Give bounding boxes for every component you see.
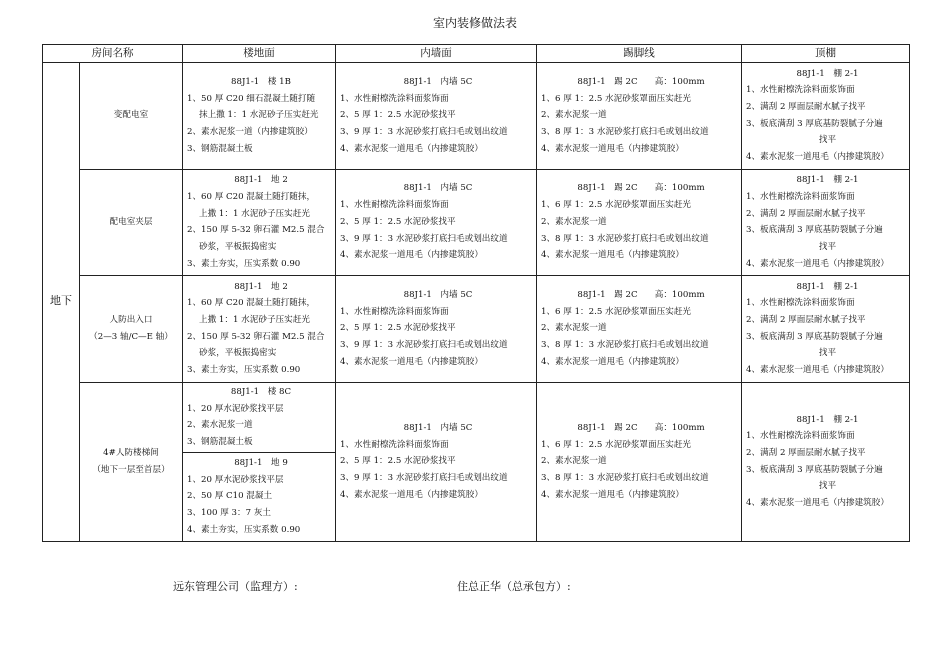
ceiling-cell xyxy=(742,62,910,169)
skirting-line: 88J1-1 踢 2C 高：100mm xyxy=(577,422,705,433)
wall-line: 1、水性耐檫洗涂料面浆饰面 xyxy=(340,93,449,104)
skirting-line: 3、8 厚 1：3 水泥砂浆打底扫毛或划出纹道 xyxy=(541,473,709,484)
skirting-line: 2、素水泥浆一道 xyxy=(541,110,607,121)
ceiling-line: 1、水性耐檫洗涂料面浆饰面 xyxy=(746,431,855,442)
ceiling-line: 4、素水泥浆一道甩毛（内掺建筑胶） xyxy=(746,152,889,163)
wall-line: 1、水性耐檫洗涂料面浆饰面 xyxy=(340,200,449,211)
floor-line: 上撒 1：1 水泥砂子压实赶光 xyxy=(199,315,310,325)
skirting-line: 2、素水泥浆一道 xyxy=(541,216,607,227)
skirting-line: 1、6 厚 1：2.5 水泥砂浆罩面压实赶光 xyxy=(541,306,691,317)
floor-cell-upper xyxy=(183,382,336,452)
floor-line: 88J1-1 地 2 xyxy=(234,175,288,186)
ceiling-line: 88J1-1 棚 2-1 xyxy=(796,175,859,186)
skirting-cell xyxy=(537,169,742,275)
room-name xyxy=(80,382,183,541)
ceiling-line: 2、满刮 2 厚面层耐水腻子找平 xyxy=(746,315,866,325)
ceiling-line: 1、水性耐檫洗涂料面浆饰面 xyxy=(746,298,855,309)
ceiling-line: 1、水性耐檫洗涂料面浆饰面 xyxy=(746,85,855,96)
wall-line: 4、素水泥浆一道甩毛（内掺建筑胶） xyxy=(340,250,483,261)
floor-line: 3、钢筋混凝土板 xyxy=(187,436,253,447)
room-name-line: 4#人防楼梯间 xyxy=(103,448,159,458)
floor-line: 88J1-1 楼 8C xyxy=(230,386,292,397)
floor-line: 88J1-1 楼 1B xyxy=(231,76,291,87)
room-name xyxy=(80,169,183,275)
floor-line: 2、50 厚 C10 混凝土 xyxy=(187,491,273,502)
skirting-line: 88J1-1 踢 2C 高：100mm xyxy=(577,183,705,194)
ceiling-cell xyxy=(742,169,910,275)
wall-line: 3、9 厚 1：3 水泥砂浆打底扫毛或划出纹道 xyxy=(340,233,508,244)
wall-line: 88J1-1 内墙 5C xyxy=(403,183,473,194)
floor-line: 1、60 厚 C20 混凝土随打随抹， xyxy=(187,298,316,309)
floor-line: 砂浆，平板振捣密实 xyxy=(199,241,277,252)
header-room: 房间名称 xyxy=(43,45,183,63)
skirting-line: 1、6 厚 1：2.5 水泥砂浆罩面压实赶光 xyxy=(541,439,691,450)
floor-line: 2、素水泥浆一道（内掺建筑胶） xyxy=(187,127,313,138)
skirting-line: 1、6 厚 1：2.5 水泥砂浆罩面压实赶光 xyxy=(541,93,691,104)
room-name-line: 配电室夹层 xyxy=(109,216,153,227)
floor-line: 抹上撒 1：1 水泥砂子压实赶光 xyxy=(199,110,319,121)
skirting-line: 3、8 厚 1：3 水泥砂浆打底扫毛或划出纹道 xyxy=(541,340,709,351)
room-name-line: 变配电室 xyxy=(113,110,149,121)
finish-schedule-table xyxy=(42,44,910,542)
skirting-cell xyxy=(537,382,742,541)
floor-line: 3、钢筋混凝土板 xyxy=(187,143,253,154)
ceiling-line: 4、素水泥浆一道甩毛（内掺建筑胶） xyxy=(746,258,889,269)
wall-cell xyxy=(336,275,537,382)
skirting-line: 2、素水泥浆一道 xyxy=(541,323,607,334)
ceiling-line: 2、满刮 2 厚面层耐水腻子找平 xyxy=(746,208,866,219)
wall-line: 3、9 厚 1：3 水泥砂浆打底扫毛或划出纹道 xyxy=(340,473,508,484)
ceiling-line: 找平 xyxy=(818,135,837,146)
room-name-line: （2—3 轴/C—E 轴） xyxy=(89,331,173,342)
ceiling-line: 2、满刮 2 厚面层耐水腻子找平 xyxy=(746,448,866,458)
wall-line: 1、水性耐檫洗涂料面浆饰面 xyxy=(340,306,449,317)
floor-line: 上撒 1：1 水泥砂子压实赶光 xyxy=(199,208,310,219)
floor-line: 2、150 厚 5-32 卵石灌 M2.5 混合 xyxy=(187,331,325,342)
ceiling-line: 3、板底满刮 3 厚底基防裂腻子分遍 xyxy=(746,118,883,129)
skirting-cell xyxy=(537,275,742,382)
room-row xyxy=(43,169,910,275)
floor-line: 2、素水泥浆一道 xyxy=(187,420,253,431)
wall-line: 3、9 厚 1：3 水泥砂浆打底扫毛或划出纹道 xyxy=(340,127,508,138)
floor-line: 3、100 厚 3：7 灰土 xyxy=(187,508,271,519)
wall-line: 88J1-1 内墙 5C xyxy=(403,289,473,300)
wall-cell xyxy=(336,382,537,541)
ceiling-cell xyxy=(742,275,910,382)
skirting-cell xyxy=(537,62,742,169)
ceiling-line: 4、素水泥浆一道甩毛（内掺建筑胶） xyxy=(746,365,889,376)
wall-line: 2、5 厚 1：2.5 水泥砂浆找平 xyxy=(340,110,456,121)
ceiling-line: 88J1-1 棚 2-1 xyxy=(796,414,859,425)
wall-cell xyxy=(336,62,537,169)
ceiling-line: 88J1-1 棚 2-1 xyxy=(796,281,859,292)
floor-line: 2、150 厚 5-32 卵石灌 M2.5 混合 xyxy=(187,225,325,236)
supervisor-signature-label: 远东管理公司（监理方）: xyxy=(173,580,298,593)
ceiling-line: 找平 xyxy=(818,348,837,359)
wall-line: 3、9 厚 1：3 水泥砂浆打底扫毛或划出纹道 xyxy=(340,340,508,351)
ceiling-line: 1、水性耐檫洗涂料面浆饰面 xyxy=(746,191,855,202)
floor-line: 88J1-1 地 2 xyxy=(234,281,288,292)
wall-line: 1、水性耐檫洗涂料面浆饰面 xyxy=(340,439,449,450)
skirting-line: 88J1-1 踢 2C 高：100mm xyxy=(577,76,705,87)
wall-line: 4、素水泥浆一道甩毛（内掺建筑胶） xyxy=(340,489,483,500)
header-skirting: 踢脚线 xyxy=(537,45,742,63)
floor-line: 3、素土夯实，压实系数 0.90 xyxy=(187,258,301,269)
header-wall: 内墙面 xyxy=(336,45,537,63)
ceiling-line: 3、板底满刮 3 厚底基防裂腻子分遍 xyxy=(746,225,883,236)
skirting-line: 4、素水泥浆一道甩毛（内掺建筑胶） xyxy=(541,489,684,500)
ceiling-line: 找平 xyxy=(818,481,837,492)
ceiling-line: 4、素水泥浆一道甩毛（内掺建筑胶） xyxy=(746,498,889,509)
floor-line: 88J1-1 地 9 xyxy=(234,457,288,468)
floor-line: 3、素土夯实，压实系数 0.90 xyxy=(187,365,301,376)
wall-line: 4、素水泥浆一道甩毛（内掺建筑胶） xyxy=(340,143,483,154)
document-title: 室内装修做法表 xyxy=(432,16,517,30)
wall-cell xyxy=(336,169,537,275)
skirting-line: 3、8 厚 1：3 水泥砂浆打底扫毛或划出纹道 xyxy=(541,127,709,138)
ceiling-line: 3、板底满刮 3 厚底基防裂腻子分遍 xyxy=(746,464,883,475)
ceiling-line: 2、满刮 2 厚面层耐水腻子找平 xyxy=(746,102,866,112)
skirting-line: 4、素水泥浆一道甩毛（内掺建筑胶） xyxy=(541,143,684,154)
wall-line: 88J1-1 内墙 5C xyxy=(403,422,473,433)
room-row xyxy=(43,62,910,169)
skirting-line: 2、素水泥浆一道 xyxy=(541,456,607,467)
room-row xyxy=(43,382,910,452)
header-floor: 楼地面 xyxy=(183,45,336,63)
floor-line: 砂浆，平板振捣密实 xyxy=(199,348,277,359)
floor-line: 1、60 厚 C20 混凝土随打随抹， xyxy=(187,191,316,202)
wall-line: 2、5 厚 1：2.5 水泥砂浆找平 xyxy=(340,456,456,467)
ceiling-line: 找平 xyxy=(818,241,837,252)
wall-line: 88J1-1 内墙 5C xyxy=(403,76,473,87)
skirting-line: 88J1-1 踢 2C 高：100mm xyxy=(577,289,705,300)
wall-line: 4、素水泥浆一道甩毛（内掺建筑胶） xyxy=(340,356,483,367)
floor-cell-lower xyxy=(183,452,336,541)
header-ceiling: 顶棚 xyxy=(742,45,910,63)
wall-line: 2、5 厚 1：2.5 水泥砂浆找平 xyxy=(340,323,456,334)
wall-line: 2、5 厚 1：2.5 水泥砂浆找平 xyxy=(340,216,456,227)
skirting-line: 4、素水泥浆一道甩毛（内掺建筑胶） xyxy=(541,250,684,261)
floor-cell xyxy=(183,62,336,169)
room-name xyxy=(80,62,183,169)
ceiling-cell xyxy=(742,382,910,541)
skirting-line: 1、6 厚 1：2.5 水泥砂浆罩面压实赶光 xyxy=(541,200,691,211)
contractor-signature-label: 住总正华（总承包方）: xyxy=(457,580,571,593)
skirting-line: 4、素水泥浆一道甩毛（内掺建筑胶） xyxy=(541,356,684,367)
ceiling-line: 88J1-1 棚 2-1 xyxy=(796,68,859,79)
room-name-line: （地下一层至首层） xyxy=(92,464,170,475)
room-name xyxy=(80,275,183,382)
floor-line: 1、20 厚水泥砂浆找平层 xyxy=(187,474,284,485)
floor-line: 1、20 厚水泥砂浆找平层 xyxy=(187,403,284,414)
room-name-line: 人防出入口 xyxy=(109,315,153,325)
group-label: 地下 xyxy=(43,62,80,541)
floor-cell xyxy=(183,169,336,275)
floor-line: 4、素土夯实，压实系数 0.90 xyxy=(187,524,301,535)
room-row xyxy=(43,275,910,382)
floor-line: 1、50 厚 C20 细石混凝土随打随 xyxy=(187,93,316,104)
ceiling-line: 3、板底满刮 3 厚底基防裂腻子分遍 xyxy=(746,331,883,342)
floor-cell xyxy=(183,275,336,382)
header-row xyxy=(43,45,910,63)
skirting-line: 3、8 厚 1：3 水泥砂浆打底扫毛或划出纹道 xyxy=(541,233,709,244)
